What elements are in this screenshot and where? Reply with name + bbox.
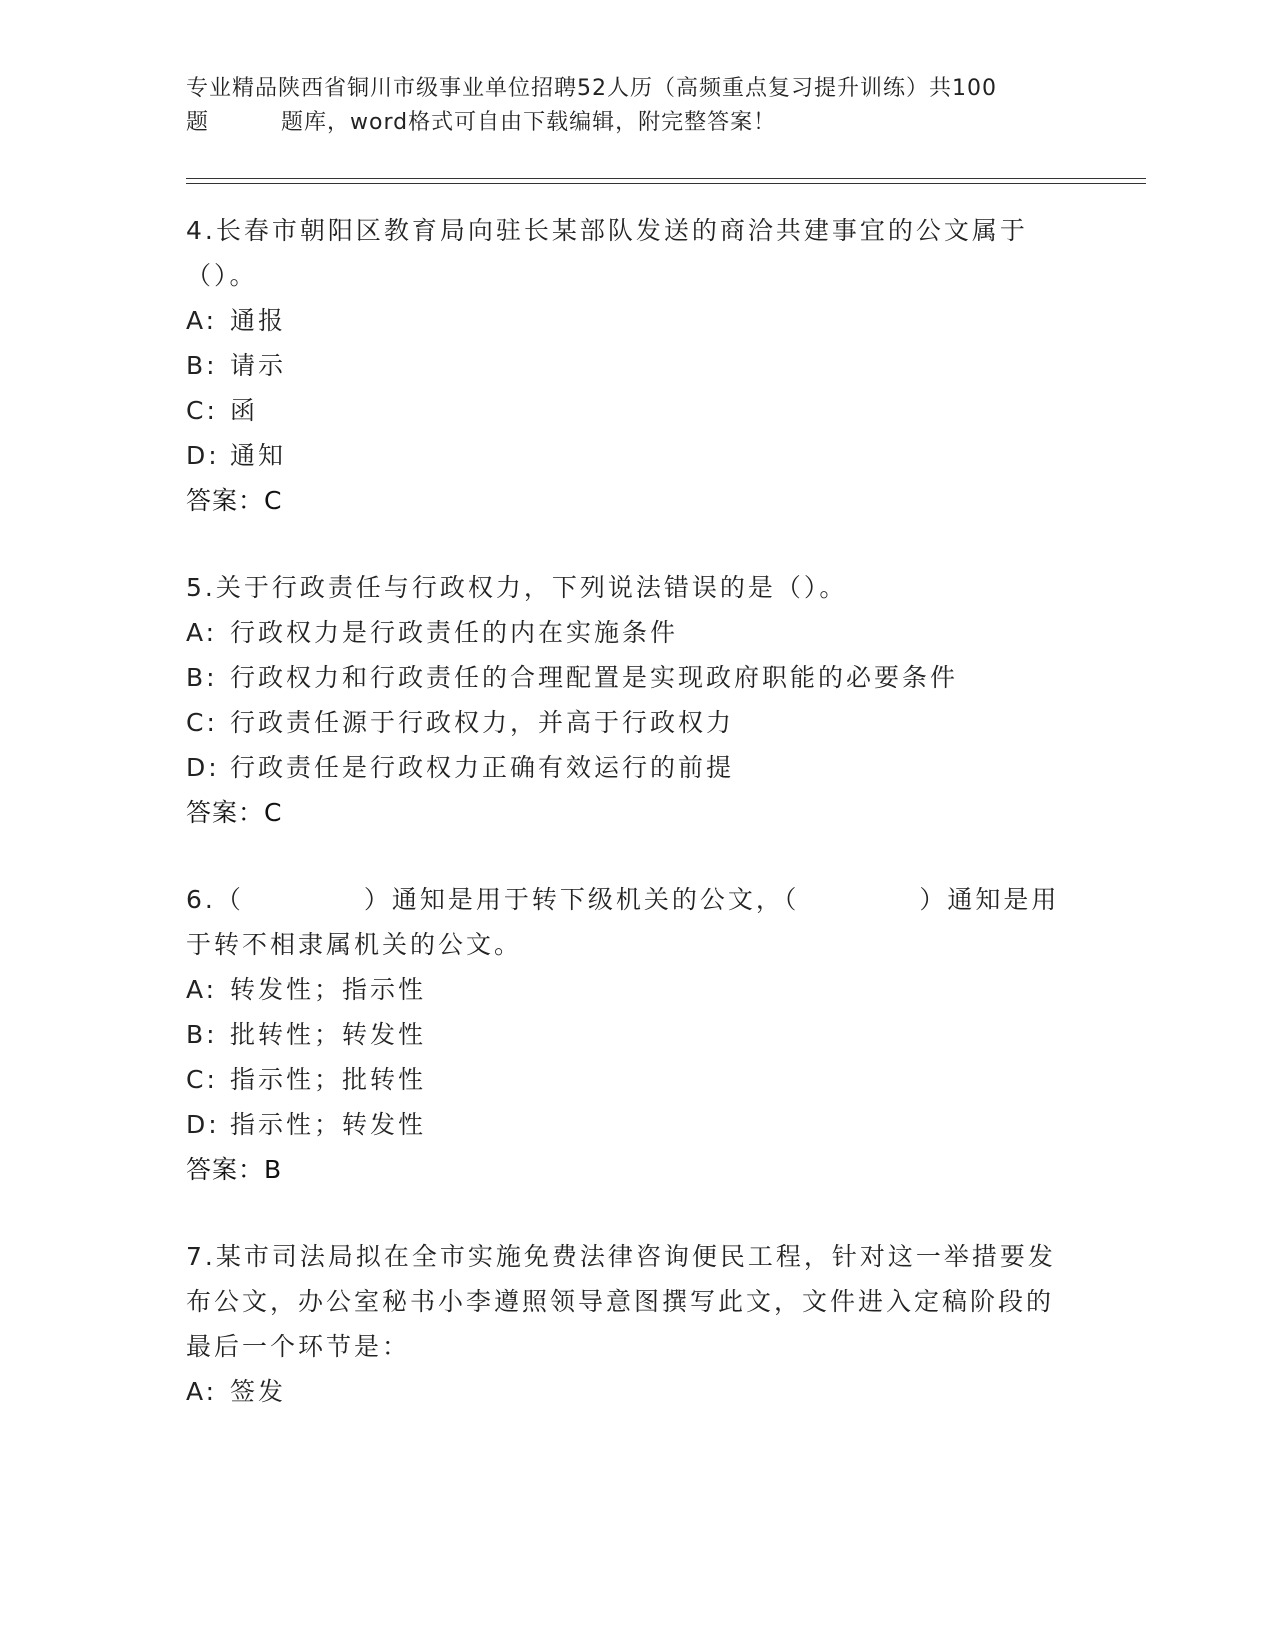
- option-label: B:: [186, 351, 218, 380]
- question-text: 7.某市司法局拟在全市实施免费法律咨询便民工程，针对这一举措要发布公文，办公室秘书小李遵照领导意图撰写此文，文件进入定稿阶段的最后一个环节是：: [186, 1242, 1056, 1361]
- option-b: [186, 1012, 1066, 1057]
- option-label: C:: [186, 396, 218, 425]
- option-label: C:: [186, 708, 218, 737]
- option-a: [186, 610, 1066, 655]
- option-a: [186, 298, 1066, 343]
- option-text: 签发: [230, 1377, 287, 1406]
- option-text: 通知: [230, 441, 287, 470]
- option-text: 批转性；转发性: [230, 1020, 427, 1049]
- option-text: 行政权力是行政责任的内在实施条件: [230, 618, 679, 647]
- answer: 答案：B: [186, 1155, 283, 1184]
- answer: 答案：C: [186, 798, 283, 827]
- question-text-part-3: ）通知是用于转不相隶属机关的公文。: [186, 885, 1060, 959]
- question-6: [186, 877, 1066, 1192]
- option-label: A:: [186, 975, 218, 1004]
- option-text: 行政责任是行政权力正确有效运行的前提: [230, 753, 735, 782]
- question-text-part-2: ）通知是用于转下级机关的公文，（: [363, 885, 800, 914]
- option-text: 转发性；指示性: [230, 975, 427, 1004]
- question-list: [186, 208, 1066, 1456]
- header-line-1: 专业精品陕西省铜川市级事业单位招聘52人历（高频重点复习提升训练）共100: [186, 76, 997, 101]
- option-text: 通报: [230, 306, 287, 335]
- option-text: 请示: [230, 351, 287, 380]
- option-c: [186, 700, 1066, 745]
- header-divider-top: [186, 178, 1146, 179]
- option-label: B:: [186, 663, 218, 692]
- option-label: A:: [186, 618, 218, 647]
- document-header: [186, 72, 1086, 140]
- option-d: [186, 1102, 1066, 1147]
- question-4: [186, 208, 1066, 523]
- header-line-2: [186, 106, 1086, 140]
- option-d: [186, 745, 1066, 790]
- question-text: 5.关于行政责任与行政权力，下列说法错误的是（）。: [186, 573, 848, 602]
- option-b: [186, 655, 1066, 700]
- question-5: [186, 565, 1066, 835]
- question-text-part-1: 6.（: [186, 885, 244, 914]
- option-text: 函: [230, 396, 259, 425]
- option-label: D:: [186, 753, 220, 782]
- option-label: A:: [186, 1377, 218, 1406]
- option-label: D:: [186, 1110, 220, 1139]
- option-label: A:: [186, 306, 218, 335]
- header-line-2-tail: 题库，word格式可自由下载编辑，附完整答案！: [281, 110, 777, 135]
- option-text: 指示性；批转性: [230, 1065, 427, 1094]
- option-c: [186, 388, 1066, 433]
- option-label: D:: [186, 441, 220, 470]
- answer: 答案：C: [186, 486, 283, 515]
- option-a: [186, 1369, 1066, 1414]
- question-text: [186, 877, 1066, 967]
- header-line-2-head: 题: [186, 110, 210, 135]
- option-b: [186, 343, 1066, 388]
- option-a: [186, 967, 1066, 1012]
- option-d: [186, 433, 1066, 478]
- option-text: 行政权力和行政责任的合理配置是实现政府职能的必要条件: [230, 663, 959, 692]
- question-text: 4.长春市朝阳区教育局向驻长某部队发送的商洽共建事宜的公文属于（）。: [186, 216, 1028, 290]
- option-label: B:: [186, 1020, 218, 1049]
- option-text: 指示性；转发性: [230, 1110, 427, 1139]
- option-text: 行政责任源于行政权力，并高于行政权力: [230, 708, 735, 737]
- header-divider-bottom: [186, 183, 1146, 184]
- question-7: [186, 1234, 1066, 1414]
- option-c: [186, 1057, 1066, 1102]
- option-label: C:: [186, 1065, 218, 1094]
